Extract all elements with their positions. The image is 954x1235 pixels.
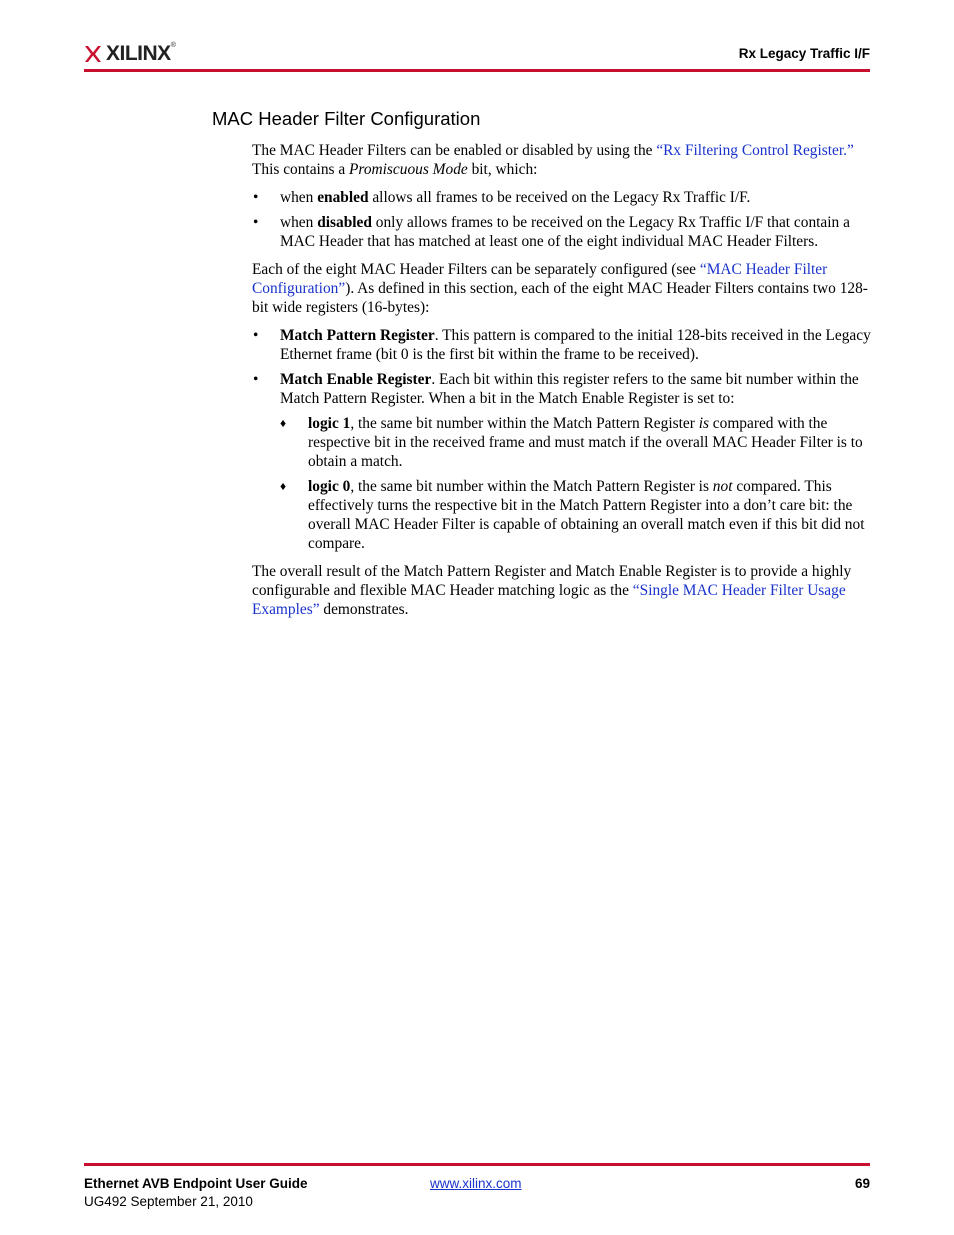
bullet-marker: • — [253, 327, 259, 344]
mac-header-filter-configuration-link[interactable]: “MAC Header Filter Configuration” — [252, 261, 828, 297]
list-item: • Match Enable Register. Each bit within this register refers to the same bit number within the Match Pattern Register. When a bit in the Match Enable Register is set to: — [253, 371, 859, 407]
list-item: • when enabled allows all frames to be received on the Legacy Rx Traffic I/F. — [253, 189, 751, 206]
footer-doc-id: UG492 September 21, 2010 — [84, 1194, 253, 1209]
rx-filtering-control-register-link[interactable]: “Rx Filtering Control Register.” — [656, 142, 854, 159]
list-item: • when disabled only allows frames to be received on the Legacy Rx Traffic I/F that contain a MAC Header that has matched at least one of the eight individual MAC Header Filters. — [253, 214, 850, 250]
diamond-bullet-icon: ♦ — [280, 479, 287, 493]
footer-guide-title: Ethernet AVB Endpoint User Guide — [84, 1176, 308, 1191]
diamond-bullet-icon: ♦ — [280, 416, 287, 430]
single-mac-header-filter-usage-examples-link[interactable]: “Single MAC Header Filter Usage Examples” — [252, 582, 846, 618]
bullet-marker: • — [253, 189, 259, 206]
bullet-marker: • — [253, 214, 259, 231]
section-heading: MAC Header Filter Configuration — [212, 108, 481, 129]
section-title: Rx Legacy Traffic I/F — [738, 46, 870, 61]
xilinx-x-icon — [84, 45, 102, 63]
sub-list-item: ♦ logic 0, the same bit number within the Match Pattern Register is not compared. This effectively turns the respective bit in the Match Pattern Register into a don’t care bit: the overall MAC Header Filter is capable of obtaining an overall match even if this bit did not compare. — [280, 478, 865, 552]
page-number: 69 — [854, 1176, 870, 1191]
header-rule — [84, 69, 870, 72]
footer-rule — [84, 1163, 870, 1166]
xilinx-logo — [84, 42, 175, 66]
page-header — [84, 38, 870, 72]
filters-paragraph: Each of the eight MAC Header Filters can be separately configured (see “MAC Header Filter Configuration”). As defined in this section, each of the eight MAC Header Filters contains two 128-bit wide registers (16-bytes): — [252, 261, 868, 316]
logo-text: XILINX® — [106, 42, 176, 65]
footer-website-link[interactable]: www.xilinx.com — [430, 1176, 522, 1191]
summary-paragraph: The overall result of the Match Pattern Register and Match Enable Register is to provide a highly configurable and flexible MAC Header matching logic as the “Single MAC Header Filter Usage Examples” demonstrates. — [252, 563, 852, 618]
bullet-marker: • — [253, 371, 259, 388]
intro-paragraph: The MAC Header Filters can be enabled or disabled by using the “Rx Filtering Control Register.” This contains a Promiscuous Mode bit, which: — [252, 142, 854, 178]
sub-list-item: ♦ logic 1, the same bit number within the Match Pattern Register is compared with the respective bit in the received frame and must match if the overall MAC Header Filter is to obtain a match. — [280, 415, 863, 470]
list-item: • Match Pattern Register. This pattern is compared to the initial 128-bits received in the Legacy Ethernet frame (bit 0 is the first bit within the frame to be received). — [253, 327, 871, 363]
body-text — [252, 141, 872, 628]
